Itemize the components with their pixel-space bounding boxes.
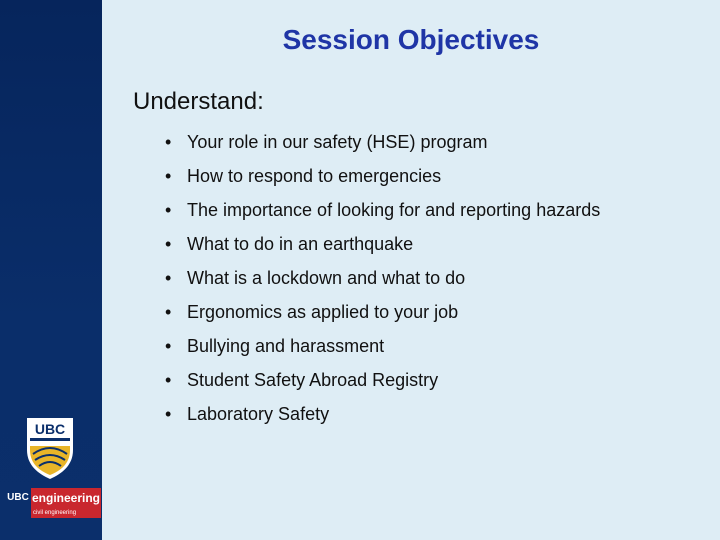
list-item-text: The importance of looking for and reporting hazards bbox=[187, 200, 601, 220]
engineering-logo-ubc: UBC bbox=[7, 492, 29, 503]
slide-intro: Understand: bbox=[133, 88, 264, 115]
list-item bbox=[165, 266, 600, 300]
bullet-icon: • bbox=[165, 132, 172, 152]
list-item bbox=[165, 130, 600, 164]
bullet-icon: • bbox=[165, 268, 172, 288]
bullet-icon: • bbox=[165, 302, 172, 322]
sidebar-band bbox=[0, 0, 102, 540]
list-item-text: What is a lockdown and what to do bbox=[187, 268, 466, 288]
bullet-icon: • bbox=[165, 336, 172, 356]
engineering-logo-word: engineering bbox=[31, 488, 101, 508]
bullet-icon: • bbox=[165, 404, 172, 424]
objectives-list bbox=[165, 130, 600, 436]
list-item bbox=[165, 368, 600, 402]
list-item-text: What to do in an earthquake bbox=[187, 234, 414, 254]
list-item bbox=[165, 164, 600, 198]
list-item-text: Ergonomics as applied to your job bbox=[187, 302, 459, 322]
bullet-icon: • bbox=[165, 166, 172, 186]
slide-title: Session Objectives bbox=[282, 24, 540, 55]
list-item-text: Your role in our safety (HSE) program bbox=[187, 132, 488, 152]
bullet-icon: • bbox=[165, 234, 172, 254]
ubc-engineering-logo bbox=[5, 488, 101, 518]
ubc-crest-logo bbox=[25, 416, 75, 480]
crest-text: UBC bbox=[34, 421, 66, 437]
list-item-text: Student Safety Abroad Registry bbox=[187, 370, 439, 390]
list-item-text: How to respond to emergencies bbox=[187, 166, 442, 186]
list-item bbox=[165, 402, 600, 436]
engineering-logo-sub: civil engineering bbox=[31, 508, 101, 518]
list-item-text: Laboratory Safety bbox=[187, 404, 330, 424]
list-item bbox=[165, 198, 600, 232]
list-item-text: Bullying and harassment bbox=[187, 336, 385, 356]
list-item bbox=[165, 232, 600, 266]
list-item bbox=[165, 300, 600, 334]
list-item bbox=[165, 334, 600, 368]
bullet-icon: • bbox=[165, 200, 172, 220]
bullet-icon: • bbox=[165, 370, 172, 390]
